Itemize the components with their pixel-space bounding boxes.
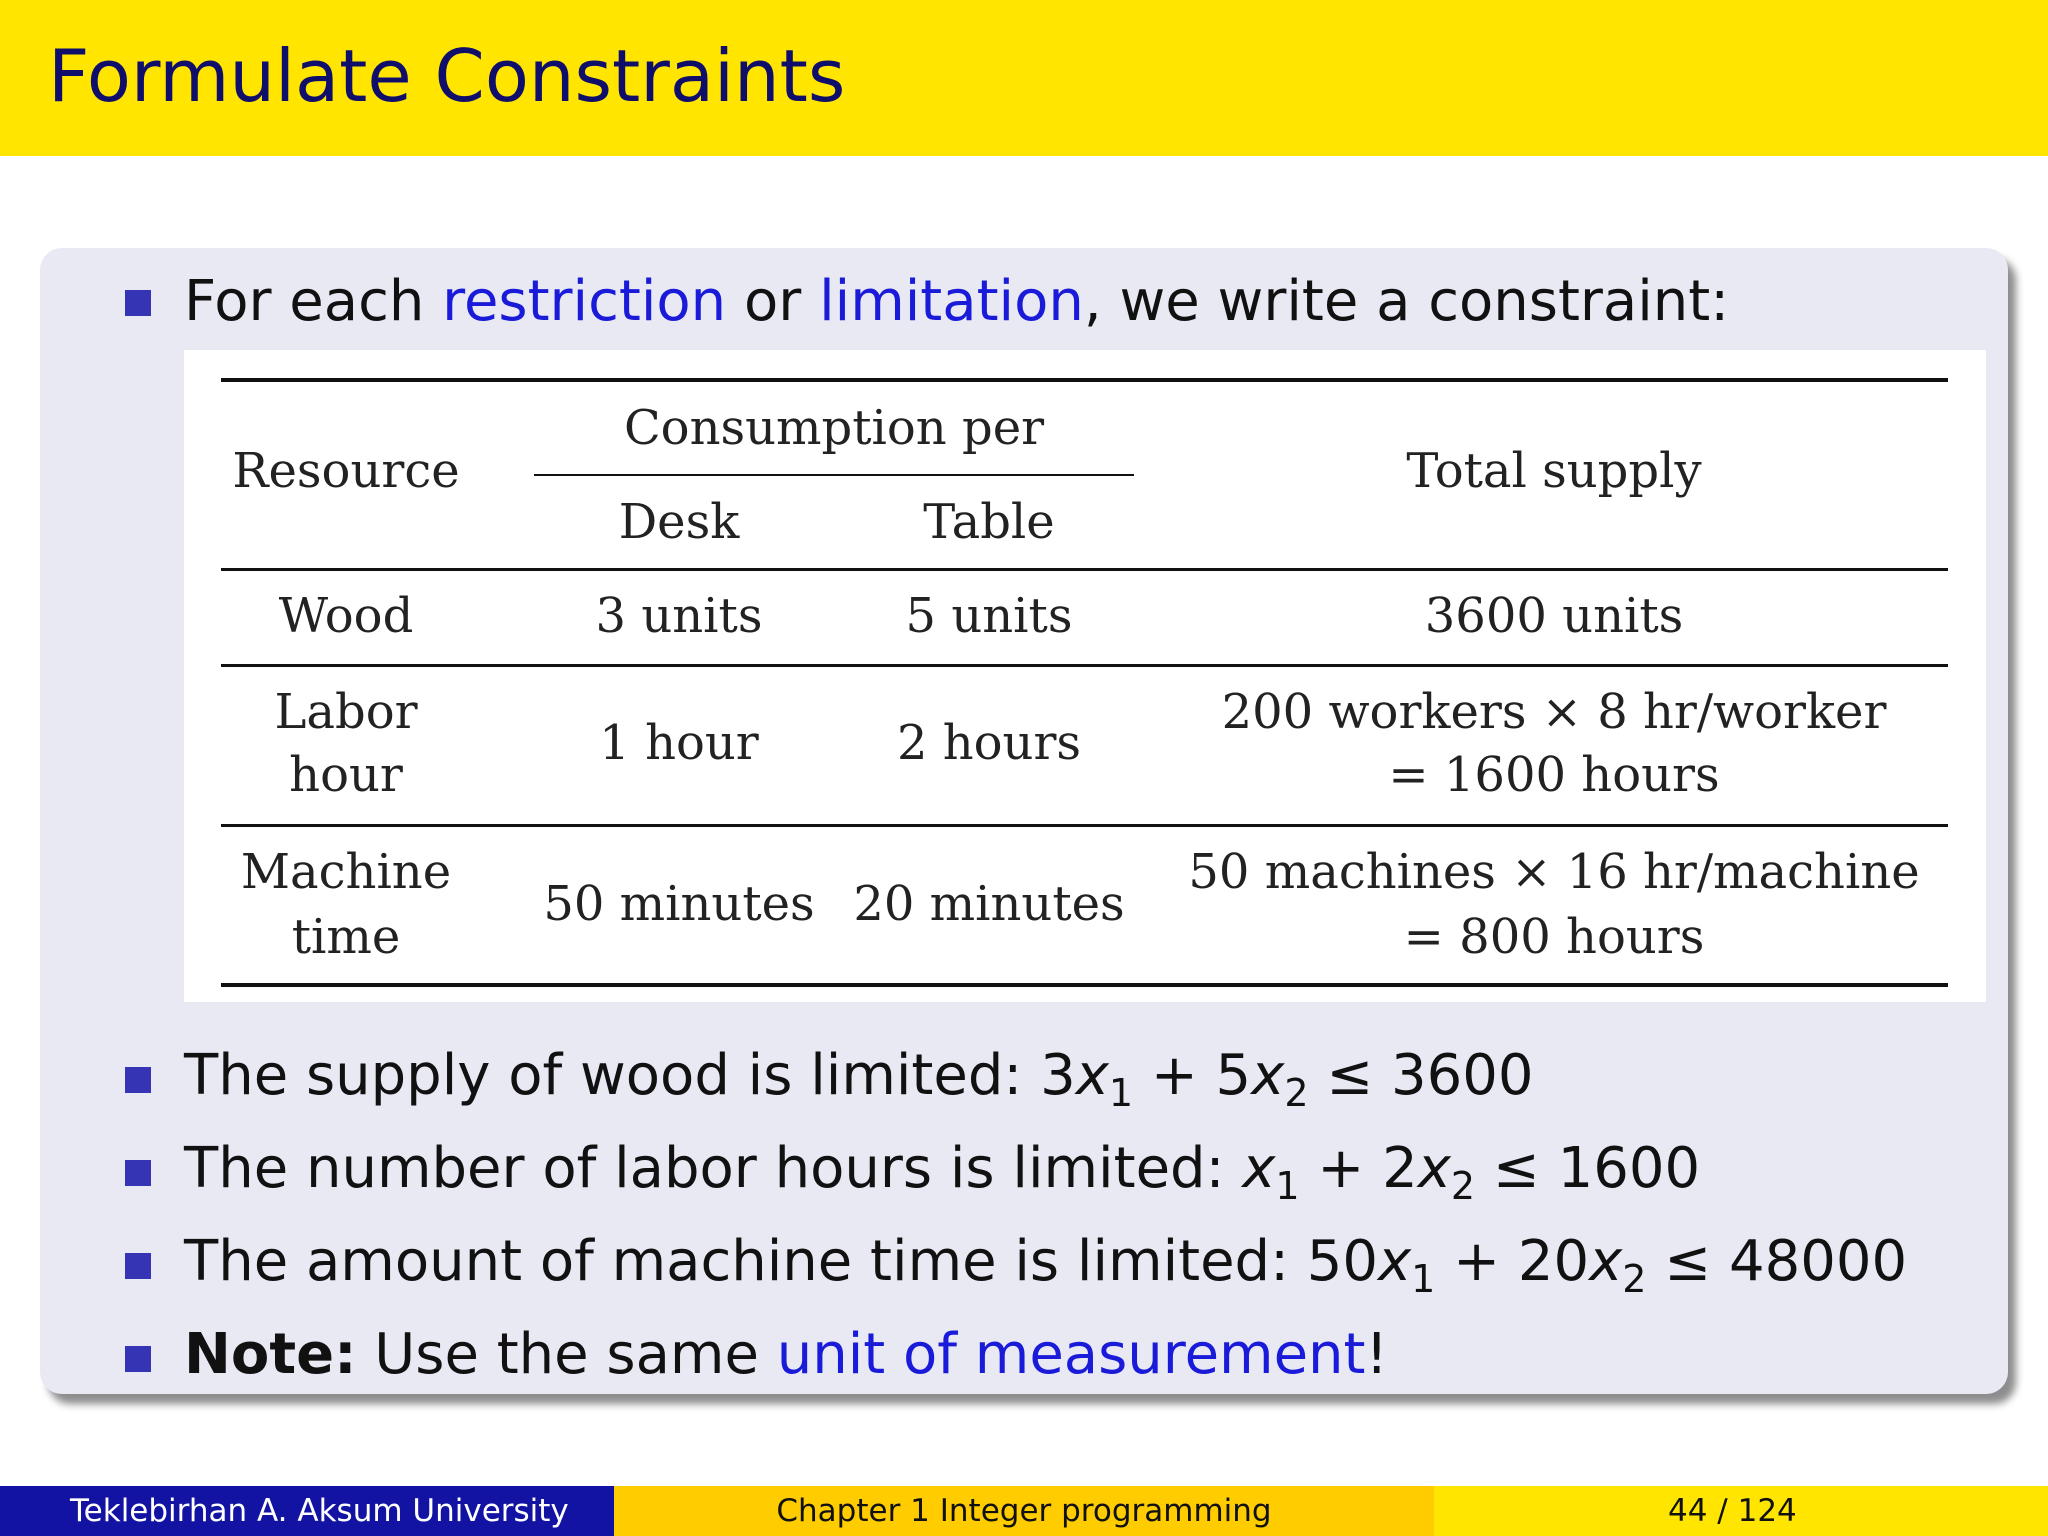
cell-resource-machine: Machine: [240, 844, 452, 900]
rhs: ≤ 1600: [1475, 1136, 1701, 1201]
subscript: 2: [1450, 1164, 1476, 1208]
bullet-intro-prefix: For each: [184, 269, 443, 334]
cell-resource-wood: Wood: [278, 588, 414, 644]
coef: 3: [1040, 1043, 1076, 1108]
cell-desk: 3 units: [595, 588, 763, 644]
rhs: ≤ 48000: [1646, 1229, 1908, 1294]
header-consumption-per: Consumption per: [623, 400, 1045, 456]
title-bar: [0, 0, 2048, 156]
operator: + 5: [1133, 1043, 1252, 1108]
operator: + 20: [1435, 1229, 1590, 1294]
row-rule: [221, 824, 1948, 827]
bullet-machine-label: The amount of machine time is limited:: [184, 1229, 1307, 1294]
keyword-limitation: limitation: [819, 269, 1084, 334]
cell-desk: 50 minutes: [543, 876, 815, 932]
subscript: 1: [1411, 1257, 1436, 1301]
rhs: ≤ 3600: [1308, 1043, 1534, 1108]
var-x: x: [1589, 1229, 1623, 1294]
bullet-intro-suffix: , we write a constraint:: [1083, 269, 1730, 334]
note-label: Note:: [184, 1322, 357, 1387]
resource-table: [184, 350, 1986, 1002]
cell-resource-labor: Labor: [274, 684, 418, 740]
var-x: x: [1417, 1136, 1451, 1201]
var-x: x: [1075, 1043, 1109, 1108]
bullet-intro-mid: or: [726, 269, 820, 334]
bullet-text-wood: [184, 1043, 1534, 1115]
header-desk: Desk: [618, 494, 740, 550]
keyword-unit-of-measurement: unit of measurement: [776, 1322, 1366, 1387]
cell-table: 2 hours: [896, 715, 1082, 771]
subscript: 2: [1622, 1257, 1647, 1301]
header-resource: Resource: [232, 443, 460, 499]
row-rule: [221, 664, 1948, 667]
note-text: Use the same: [356, 1322, 777, 1387]
bullet-text-intro: [184, 269, 1730, 334]
table-top-rule: [221, 378, 1948, 382]
bullet-wood-label: The supply of wood is limited:: [184, 1043, 1041, 1108]
constraint-labor: [1242, 1136, 1701, 1208]
bullet-labor-label: The number of labor hours is limited:: [184, 1136, 1243, 1201]
coef: 50: [1306, 1229, 1379, 1294]
operator: + 2: [1299, 1136, 1418, 1201]
bullet-text-labor: [184, 1136, 1701, 1208]
subscript: 2: [1284, 1071, 1309, 1115]
bullet-marker: [125, 1346, 151, 1372]
cell-supply: 200 workers × 8 hr/worker: [1221, 684, 1887, 740]
footer-page-section: [1434, 1486, 2048, 1536]
footer-page-number: 44 / 124: [1668, 1493, 1797, 1529]
table-bottom-rule: [221, 983, 1948, 987]
subscript: 1: [1108, 1071, 1134, 1115]
header-total-supply: Total supply: [1406, 443, 1702, 499]
cell-resource-machine-line2: time: [291, 909, 401, 965]
var-x: x: [1378, 1229, 1412, 1294]
cell-supply-line2: = 800 hours: [1403, 909, 1705, 965]
footer: [0, 1486, 2048, 1536]
keyword-restriction: restriction: [442, 269, 727, 334]
cell-desk: 1 hour: [599, 715, 759, 771]
bullet-marker: [125, 1253, 151, 1279]
constraint-wood: [1040, 1043, 1534, 1115]
cell-table: 20 minutes: [853, 876, 1125, 932]
cell-supply: 3600 units: [1424, 588, 1684, 644]
constraint-machine: [1306, 1229, 1908, 1301]
cell-resource-labor-line2: hour: [289, 747, 403, 803]
footer-chapter-section: [614, 1486, 1434, 1536]
bullet-text-note: [184, 1322, 1388, 1387]
footer-author-section: [0, 1486, 614, 1536]
bullet-marker: [125, 1067, 151, 1093]
var-x: x: [1251, 1043, 1285, 1108]
cell-supply: 50 machines × 16 hr/machine: [1188, 844, 1920, 900]
bullet-text-machine: [184, 1229, 1908, 1301]
header-table: Table: [923, 494, 1055, 550]
cell-supply-line2: = 1600 hours: [1388, 747, 1720, 803]
footer-chapter: Chapter 1 Integer programming: [776, 1493, 1272, 1529]
slide-title: Formulate Constraints: [48, 34, 846, 118]
var-x: x: [1242, 1136, 1276, 1201]
cell-table: 5 units: [905, 588, 1073, 644]
header-bottom-rule: [221, 568, 1948, 571]
bullet-marker: [125, 1160, 151, 1186]
note-suffix: !: [1365, 1322, 1388, 1387]
footer-author: Teklebirhan A. Aksum University: [70, 1493, 569, 1529]
bullet-marker: [125, 290, 151, 316]
subscript: 1: [1275, 1164, 1300, 1208]
consumption-cmidrule: [534, 474, 1134, 476]
